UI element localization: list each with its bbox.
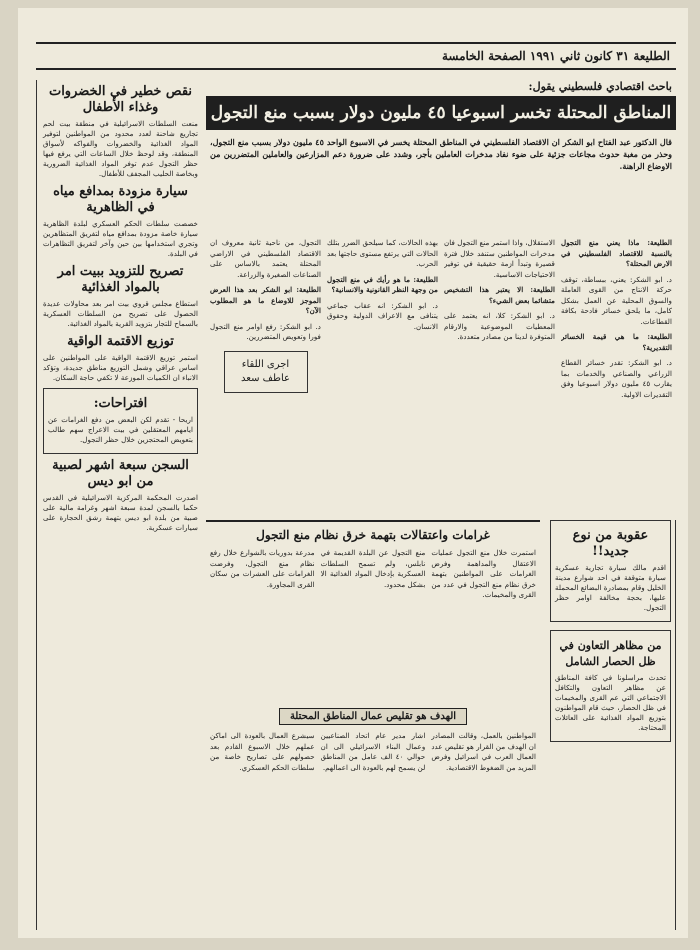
side-headline-2: من مظاهر التعاون في ظل الحصار الشامل	[559, 639, 662, 668]
lower-section	[206, 520, 676, 930]
lc-paragraph-6: اصدرت المحكمة المركزية الاسرائيلية في القدس حكما بالسجن لمدة سبعة اشهر وغرامة مالية على صبية من بلدة ابو ديس بتهمة رشق الحجارة على سيارات عسكرية.	[43, 493, 198, 532]
lower-main	[206, 520, 540, 930]
col2-p2: د. ابو الشكر: كلا، انه يعتمد على المعطيات الموضوعية والارقام المتوفرة لدينا من مصادر متعددة.	[444, 311, 555, 341]
interviewer-label: اجرى اللقاء	[241, 358, 290, 370]
left-column	[36, 80, 198, 930]
article-columns	[210, 238, 672, 538]
col1-p3: د. ابو الشكر: تقدر خسائر القطاع الزراعي والصناعي والخدمات بما يقارب ٤٥ مليون دولار اسبوعيا وفق التقديرات الاولية.	[561, 358, 672, 399]
lc-paragraph-2: خصصت سلطات الحكم العسكري لبلدة الظاهرية سيارة خاصة مزودة بمدافع مياه لتفريق المتظاهرين وتجري استخدامها بين حين وآخر لتفريق التظاهرات في البلدة.	[43, 219, 198, 258]
col3-p0: بهذه الحالات، كما سيلحق الضرر بتلك الحالات التي يرتفع مستوى حاجتها بعد الحرب.	[327, 238, 438, 268]
side-box-1	[550, 520, 671, 622]
lc-headline-4: توزيع الاقتمة الواقية	[67, 334, 174, 349]
col1-p1: د. ابو الشكر: يعني، ببساطة، توقف حركة الانتاج من القوى العاملة والسوق المحلية عن العمل بشكل كامل، ما يلحق خسائر فادحة بكافة القطاعات.	[561, 274, 672, 326]
lc-headline-6: السجن سبعة اشهر لصبية من ابو ديس	[52, 458, 189, 489]
side-paragraph-2: تحدث مراسلونا في كافة المناطق عن مظاهر التعاون والتكافل الاجتماعي التي عم القرى والمخيمات في ظل الحصار، حيث قام المواطنون بتوزيع المواد الغذائية على العائلات المحتاجة.	[555, 673, 666, 732]
newspaper-page	[18, 8, 688, 938]
lc-headline-1: نقص خطير في الخضروات وغذاء الأطفال	[48, 84, 193, 115]
workers-head-wrap	[206, 704, 540, 725]
article-col-1	[561, 238, 672, 538]
side-headline: عقوبة من نوع جديد!!	[572, 528, 649, 559]
article-col-4	[210, 238, 321, 538]
lc-box	[43, 388, 198, 454]
lc-paragraph-4: استمر توزيع الاقتمة الواقية على المواطنين على اساس عراقي وشمل التوزيع مناطق جديدة، وتؤكد الانباء ان الكميات الموزعة لا تكفي حاجة السكان.	[43, 353, 198, 382]
col1-p2: الطليعة: ما هي قيمة الخسائر التقديرية؟	[561, 332, 672, 352]
issue-line: الطليعة ٣١ كانون ثاني ١٩٩١ الصفحة الخامسة	[441, 49, 670, 63]
col2-p1: الطليعة: الا يعتبر هذا التشخيص متشائما بعض الشيء؟	[444, 285, 555, 305]
workers-col-2: اشار مدير عام اتحاد الصناعيين وعمال البناء الاسرائيلي الى ان حوالي ٤٠ الف عامل من المناطق لن يسمح لهم بالعودة الى اعمالهم.	[320, 731, 426, 772]
lc-paragraph-3: استطاع مجلس قروي بيت امر بعد محاولات عديدة الحصول على تصريح من السلطات العسكرية بالسماح للتجار بتزويد القرية بالمواد الغذائية.	[43, 299, 198, 328]
interviewer-box	[224, 351, 308, 393]
side-box-2	[550, 630, 671, 742]
lc-paragraph-1: منعت السلطات الاسرائيلية في منطقة بيت لحم تجاريع شاحنة لعدد محدود من المواطنين لتوفير المواد الغذائية والخضروات والفواكه لأسواق المنطقة، وقد لوحظ خلال الساعات التي يرفع فيها حظر التجول عدم توفر المواد الغذائية الضرورية وبخاصة الحليب المجفف للأطفال.	[43, 119, 198, 178]
side-paragraph: اقدم مالك سيارة تجارية عسكرية سيارة متوقفة في احد شوارع مدينة الخليل وقام بمصادرة البضائع المحملة عليها، بحجة مخالفة اوامر حظر التجول.	[555, 563, 666, 612]
col4-p2: د. ابو الشكر: رفع اوامر منع التجول فورا وتعويض المتضررين.	[210, 321, 321, 341]
main-headline: المناطق المحتلة تخسر اسبوعيا ٤٥ مليون دولار بسبب منع التجول	[206, 96, 676, 130]
fines-columns	[210, 548, 536, 698]
interviewer-name: عاطف سعد	[241, 372, 290, 384]
col3-p1: الطليعة: ما هو رأيك في منع التجول من وجهة النظر القانونية والانسانية؟	[327, 274, 438, 294]
col3-p2: د. ابو الشكر: انه عقاب جماعي يتنافى مع الاعراف الدولية وحقوق الانسان.	[327, 300, 438, 331]
main-article	[206, 80, 676, 930]
col2-p0: الاستقلال، واذا استمر منع التجول فان مدخرات المواطنين ستنفد خلال فترة قصيرة وتبدأ ازمة حقيقية في توفير الاحتياجات الاساسية.	[444, 238, 555, 279]
article-col-2	[444, 238, 555, 538]
fines-col-3: مدرعة بدوريات بالشوارع خلال رفع نظام منع التجول، وفرضت الغرامات على العشرات من سكان القرى المجاورة.	[209, 548, 315, 589]
col4-p1: الطليعة: ابو الشكر بعد هذا العرض الموجز للاوضاع ما هو المطلوب الآن؟	[210, 285, 321, 315]
workers-columns	[210, 731, 536, 931]
fines-col-2: منع التجول عن البلدة القديمة في نابلس، ولم تسمح السلطات العسكرية بإدخال المواد الغذائية الا بشكل محدود.	[320, 548, 426, 589]
right-sidebar	[546, 520, 676, 930]
lc-paragraph-5: اريحا - تقدم لكن البعض من دفع الغرامات عن ايامهم المعتقلين في بيت الاعراج سهم طالب بتعويض المحتجزين خلال حظر التجول.	[48, 415, 193, 444]
lead-paragraph: قال الدكتور عبد الفتاح ابو الشكر ان الاقتصاد الفلسطيني في المناطق المحتلة يخسر في الاسبوع الواحد ٤٥ مليون دولار بسبب منع التجول، وحذر من مغبة حدوث مجاعات جزئية على ضوء نفاد مدخرات العاملين بأجر، وشدد على ضرورة دعم المزارعين والعاملين المتضررين من الاوضاع الراهنة.	[210, 137, 672, 171]
col4-p0: التجول، من ناحية ثانية معروف ان الاقتصاد الفلسطيني في الاراضي المحتلة يعتمد بالاساس على الصناعات الصغيرة والزراعة.	[210, 238, 321, 279]
lc-headline-3: تصريح للتزويد ببيت امر بالمواد الغذائية	[57, 264, 184, 295]
lc-headline-5: افتراحات:	[93, 396, 148, 411]
article-col-3	[327, 238, 438, 538]
workers-col-1: المواطنين بالعمل، وقالت المصادر ان الهدف من القرار هو تقليص عدد العمال العرب في اسرائيل وفرض المزيد من الضغوط الاقتصادية.	[431, 731, 536, 772]
section-headline: غرامات واعتقالات بتهمة خرق نظام منع التجول	[206, 520, 540, 544]
kicker: باحث اقتصادي فلسطيني يقول:	[528, 80, 672, 93]
workers-headline: الهدف هو تقليص عمال المناطق المحتلة	[279, 708, 467, 725]
lc-headline-2: سيارة مزودة بمدافع مياه في الظاهرية	[53, 184, 188, 215]
fines-col-1: استمرت خلال منع التجول عمليات الاعتقال والمداهمة وفرض الغرامات على المواطنين بتهمة خرق نظام منع التجول في عدد من القرى والمخيمات.	[431, 548, 536, 599]
col1-p0: الطليعة: ماذا يعني منع التجول بالنسبة للاقتصاد الفلسطيني في الارض المحتلة؟	[561, 238, 672, 268]
workers-col-3: سيشرع العمال بالعودة الى اماكن عملهم خلال الاسبوع القادم بعد حصولهم على تصاريح خاصة من سلطات الحكم العسكري.	[209, 731, 315, 772]
issue-header	[36, 42, 676, 70]
